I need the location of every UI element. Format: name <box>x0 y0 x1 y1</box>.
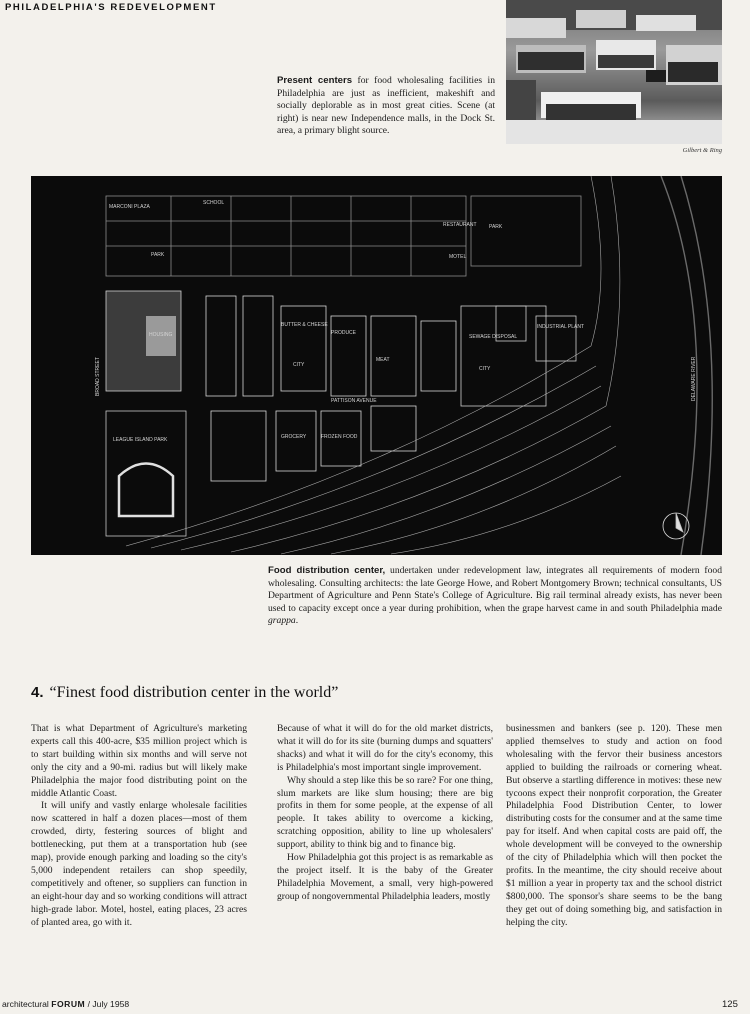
map-label-broad: BROAD STREET <box>95 357 101 396</box>
section-number: 4. <box>31 684 44 701</box>
map-label-grocery: GROCERY <box>281 434 307 440</box>
map-label-housing: HOUSING <box>149 332 173 338</box>
paragraph: businessmen and bankers (see p. 120). These men applied themselves to study and action on food wholesaling with the fervor their business ancestors applied to building the railroads or cornering wheat. But observe a startling difference in motives: these new tycoons expect their nonprofit corporation, the Greater Philadelphia Food Distribution Center, to lower distributing costs for the consumer and at the same time pay for itself. And when capital costs are paid off, the whole development will be conveyed to the ownership of the city of Philadelphia which will then pocket the profits. In the meantime, the city should receive about $1 million a year in property tax and the school district $800,000. The sponsor's share seems to be the bang they get out of doing something big, and satisfaction in helping the city. <box>506 723 722 928</box>
photo-caption-text: for food wholesaling facilities in Philadelphia are just as inefficient, makeshift and socially deplorable as in most great cities. Scene (at right) is near new Independence malls, in the Dock St. area, a primary blight source. <box>277 75 495 137</box>
paragraph: It will unify and vastly enlarge wholesale facilities now scattered in half a dozen places—most of them crowded, dirty, festering sources of blight and bottlenecking, put them at a transportation hub (see map), provide enough parking and loading so the city's 5,000 independent retailers can shop speedily, competitively and oftener, so suppliers can function in an eight-hour day and so working conditions will attract high-grade labor. Motel, hostel, eating places, 23 acres of planted area, go with it. <box>31 800 247 928</box>
site-plan-drawing <box>31 176 722 555</box>
map-label-park: PARK <box>151 252 165 258</box>
map-label-league-island: LEAGUE ISLAND PARK <box>113 437 168 443</box>
map-label-pattison: PATTISON AVENUE <box>331 398 377 404</box>
body-column-1 <box>31 723 247 930</box>
photo-caption <box>277 75 495 138</box>
footer-prefix: architectural <box>2 999 52 1009</box>
market-photo-art <box>506 0 722 144</box>
body-column-3 <box>506 723 722 930</box>
map-caption-end: . <box>295 615 299 627</box>
map-label-marconi: MARCONI PLAZA <box>109 204 150 210</box>
photo-caption-lead: Present centers <box>277 75 353 86</box>
map-label-industrial: INDUSTRIAL PLANT <box>537 324 585 330</box>
map-label-meat: MEAT <box>376 357 390 363</box>
running-head: PHILADELPHIA'S REDEVELOPMENT <box>5 2 217 13</box>
footer-magazine <box>2 999 129 1009</box>
map-label-city-2: CITY <box>479 366 491 372</box>
map-caption <box>268 565 722 628</box>
section-heading <box>31 684 338 702</box>
map-caption-italic: grappa <box>268 615 296 627</box>
map-label-produce: PRODUCE <box>331 330 357 336</box>
map-label-restaurant: RESTAURANT <box>443 222 477 228</box>
map-caption-text: undertaken under redevelopment law, integrates all requirements of modern food wholesaling. Consulting architects: the late George Howe, and Robert Montgomery Brown; technical consultants, US Department of Agriculture and Penn State's College of Agriculture. Big rail terminal already exists, has never been used to capacity except once a year during prohibition, when the grape harvest came in and south Philadelphia made <box>268 565 722 614</box>
paragraph: That is what Department of Agriculture's marketing experts call this 400-acre, $35 million project which is to start building within six months and will serve not only the city and a 90-mi. radius but will likely make Philadelphia the major food distributing point on the middle Atlantic Coast. <box>31 723 247 799</box>
map-label-frozen: FROZEN FOOD <box>321 434 358 440</box>
map-caption-lead: Food distribution center, <box>268 565 386 576</box>
paragraph: Why should a step like this be so rare? For one thing, slum markets are like slum housing; there are big profits in them for some people, at the expense of all people. It takes ability to overcome a kicking, scratching opposition, ability to line up wholesalers' support, ability to think big and to finance big. <box>277 774 493 851</box>
paragraph: Because of what it will do for the old market districts, what it will do for its site (burning dumps and squatters' shacks) and what it will do for the city's economy, this is Philadelphia's most important single improvement. <box>277 723 493 773</box>
map-label-city-1: CITY <box>293 362 305 368</box>
page-number: 125 <box>722 999 738 1010</box>
paragraph: How Philadelphia got this project is as remarkable as the project itself. It is the baby of the Greater Philadelphia Movement, a small, very high-powered group of nongovernmental Philadelphia leaders, mostly <box>277 852 493 902</box>
map-label-sewage: SEWAGE DISPOSAL <box>469 334 518 340</box>
market-photo <box>506 0 722 144</box>
map-label-butter: BUTTER & CHEESE <box>281 322 328 328</box>
section-title: “Finest food distribution center in the world” <box>49 684 339 701</box>
site-plan-map <box>31 176 722 555</box>
footer-issue: / July 1958 <box>85 999 130 1009</box>
map-label-school: SCHOOL <box>203 200 225 206</box>
map-label-park-2: PARK <box>489 224 503 230</box>
photo-credit: Gilbert & Ring <box>682 147 722 154</box>
map-label-delaware: DELAWARE RIVER <box>691 356 697 401</box>
body-column-2 <box>277 723 493 904</box>
footer-forum: FORUM <box>51 999 86 1009</box>
map-label-motel: MOTEL <box>449 254 467 260</box>
